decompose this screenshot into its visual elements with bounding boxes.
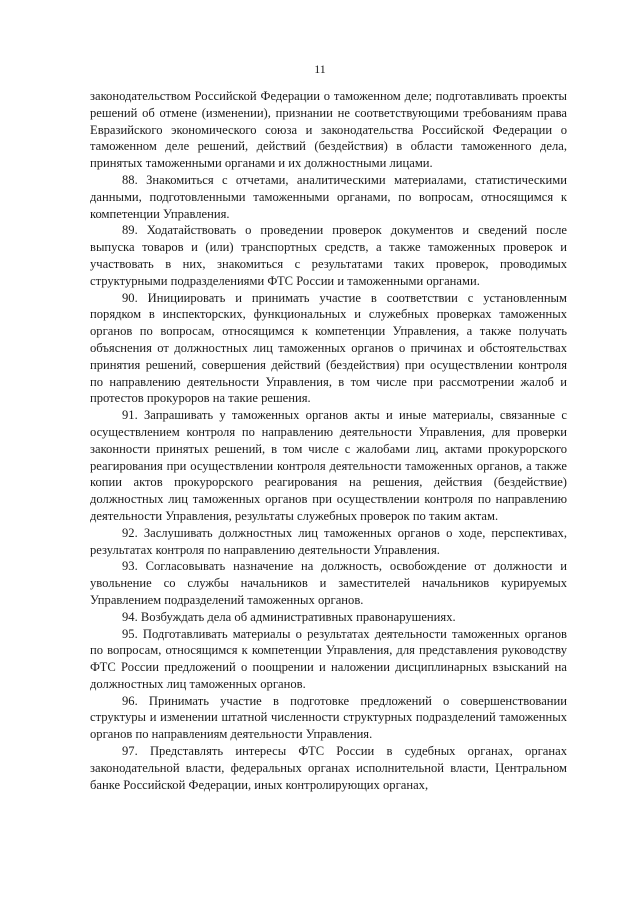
paragraph-88: 88. Знакомиться с отчетами, аналитическими материалами, статистическими данными, подготовленными таможенными органами, по вопросам, относящимся к компетенции Управления. bbox=[90, 172, 567, 221]
paragraph-continuation: законодательством Российской Федерации о таможенном деле; подготавливать проекты решений об отмене (изменении), признании не соответствующими требованиям права Евразийского экономического союза и законодательства Российской Федерации о таможенном деле решений, действий (бездействия) в области таможенного дела, принятых таможенными органами и их должностными лицами. bbox=[90, 89, 567, 171]
paragraph-92: 92. Заслушивать должностных лиц таможенных органов о ходе, перспективах, результатах контроля по направлению деятельности Управления. bbox=[90, 525, 567, 557]
page-number: 11 bbox=[314, 62, 326, 76]
paragraph-90: 90. Инициировать и принимать участие в соответствии с установленным порядком в инспекторских, функциональных и служебных проверках таможенных органов по вопросам, относящимся к компетенции Управления, а также получать объяснения от должностных лиц таможенных органов о причинах и обстоятельствах принятия решений, совершения действий (бездействия) при осуществлении контроля по направлению деятельности Управления, в том числе при рассмотрении жалоб и протестов прокуроров на такие решения. bbox=[90, 290, 567, 406]
paragraph-93: 93. Согласовывать назначение на должность, освобождение от должности и увольнение со службы начальников и заместителей начальников курируемых Управлением подразделений таможенных органов. bbox=[90, 559, 567, 607]
paragraph-96: 96. Принимать участие в подготовке предложений о совершенствовании структуры и изменении штатной численности структурных подразделений таможенных органов по направлениям деятельности Управления. bbox=[90, 693, 567, 742]
paragraph-89: 89. Ходатайствовать о проведении проверок документов и сведений после выпуска товаров и (или) транспортных средств, а также таможенных проверок и участвовать в них, знакомиться с результатами таких проверок, проводимых структурными подразделениями ФТС России и таможенными органами. bbox=[90, 223, 567, 288]
paragraph-91: 91. Запрашивать у таможенных органов акты и иные материалы, связанные с осуществлением контроля по направлению деятельности Управления, для проверки законности принятых решений, в том числе с жалобами лиц, актами прокурорского реагирования при осуществлении контроля деятельности таможенных органов, а также копии актов прокурорского реагирования на решения, действия (бездействие) должностных лиц таможенных органов при осуществлении контроля по направлению деятельности Управления, результаты служебных проверок по таким актам. bbox=[90, 408, 567, 523]
document-body bbox=[90, 88, 567, 793]
paragraph-94: 94. Возбуждать дела об административных правонарушениях. bbox=[122, 609, 456, 624]
paragraph-95: 95. Подготавливать материалы о результатах деятельности таможенных органов по вопросам, относящимся к компетенции Управления, для представления руководству ФТС России предложений о поощрении и наложении дисциплинарных взысканий на должностных лиц таможенных органов. bbox=[90, 626, 567, 691]
paragraph-97: 97. Представлять интересы ФТС России в судебных органах, органах законодательной власти, федеральных органах исполнительной власти, Центральном банке Российской Федерации, иных контролирующих органах, bbox=[90, 744, 567, 792]
